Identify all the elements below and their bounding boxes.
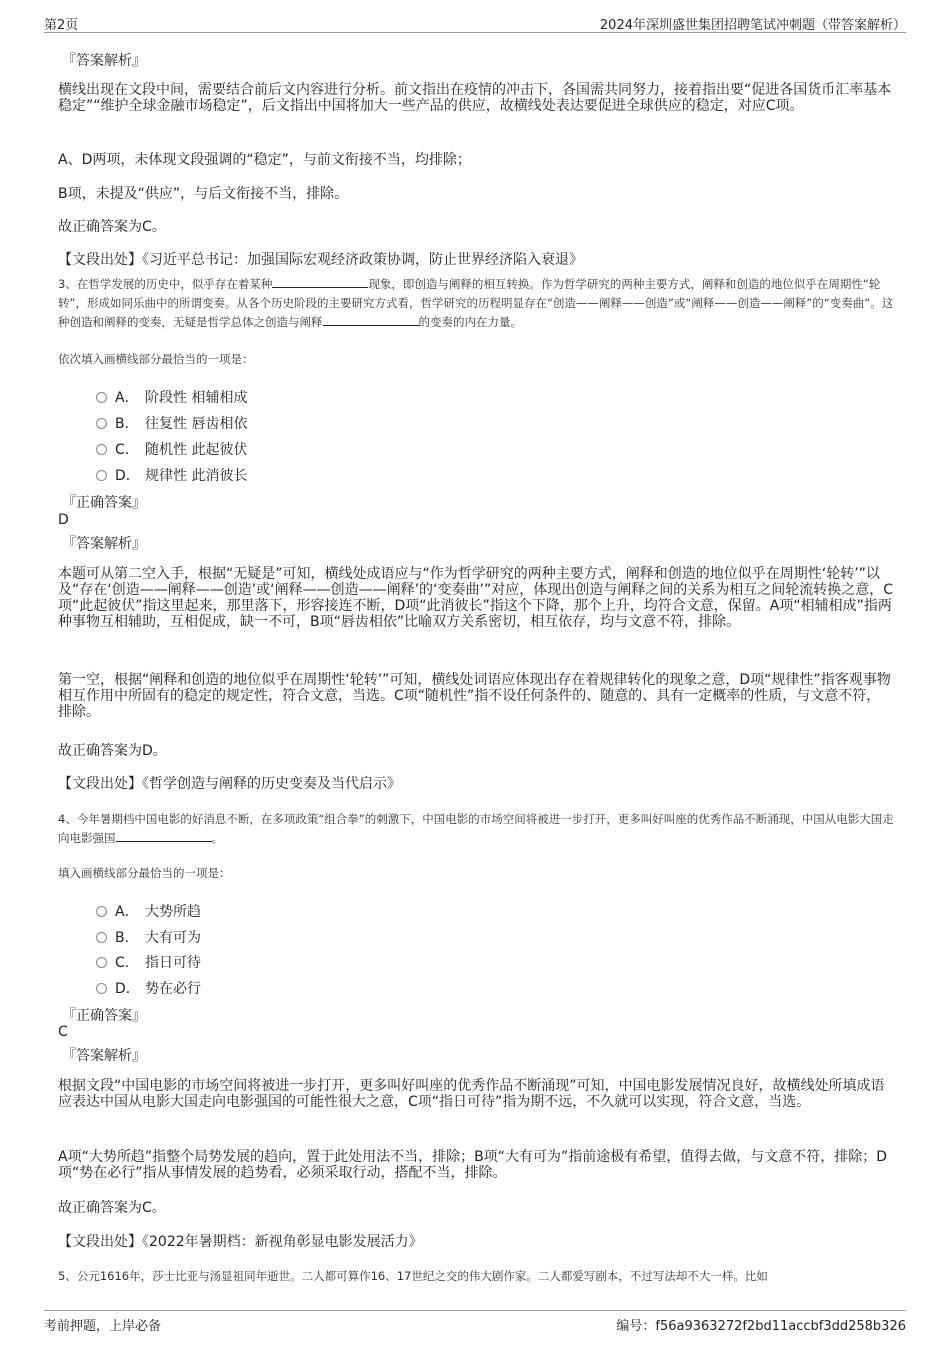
q3-analysis-p2: 第一空，根据“阐释和创造的地位似乎在周期性‘轮转’”可知，横线处词语应体现出存在着规律转化的现象之意，D项“规律性”指客观事物相互作用中所固有的稳定的规定性，符合文意，当选。C项“随机性”指不设任何条件的、随意的、具有一定概率的性质，与文意不符，排除。 (58, 672, 891, 720)
q4-option-a[interactable]: A． 大势所趋 (96, 901, 201, 919)
q3-prompt: 依次填入画横线部分最恰当的一项是： (58, 352, 254, 366)
q3-stem-part-a: 3、在哲学发展的历史中，似乎存在着某种 (58, 277, 273, 291)
q4-stem-part-a: 4、今年暑期档中国电影的好消息不断，在多项政策“组合拳”的刺激下，中国电影的市场空间将被进一步打开，更多叫好叫座的优秀作品不断涌现，中国从电影大国走向电影强国 (58, 812, 894, 845)
q3-stem-part-b: 现象，即创造与阐释的相互转换。作为哲学研究的两种主要方式，阐释和创造的地位似乎在周期性“轮转”，形成如同乐曲中的所谓变奏。从各个历史阶段的主要研究方式看，哲学研究的历程明显存在“创造——阐释——创造”或“阐释——创造——阐释”的“变奏曲”。这种创造和阐释的变奏，无疑是哲学总体之创造与阐释 (58, 277, 894, 329)
page-header (44, 12, 906, 33)
q2-analysis-p3: B项，未提及“供应”，与后文衔接不当，排除。 (58, 186, 349, 202)
q4-answer: C (58, 1024, 68, 1040)
q2-analysis-label: 『答案解析』 (62, 53, 146, 69)
q2-source: 【文段出处】《习近平总书记：加强国际宏观经济政策协调，防止世界经济陷入衰退》 (58, 252, 583, 268)
q3-analysis-p1: 本题可从第二空入手，根据“无疑是”可知，横线处成语应与“作为哲学研究的两种主要方式，阐释和创造的地位似乎在周期性‘轮转’”以及“存在‘创造——阐释——创造’或‘阐释——创造——阐释’的‘变奏曲’”对应，体现出创造与阐释之间的关系为相互之间轮流转换之意，C项“此起彼伏”指这里起来，那里落下，形容接连不断，D项“此消彼长”指这个下降，那个上升，均符合文意，保留。A项“相辅相成”指两种事物互相辅助，互相促成，缺一不可，B项“唇齿相依”比喻双方关系密切，相互依存，均与文意不符，排除。 (58, 566, 893, 630)
q4-option-c[interactable]: C． 指日可待 (96, 952, 201, 970)
q4-stem (58, 810, 898, 848)
q3-blank-2 (323, 315, 419, 326)
q3-analysis-p3: 故正确答案为D。 (58, 743, 167, 759)
q4-prompt: 填入画横线部分最恰当的一项是： (58, 866, 231, 880)
document-title: 2024年深圳盛世集团招聘笔试冲刺题（带答案解析） (599, 18, 906, 33)
radio-icon[interactable] (96, 983, 107, 994)
q3-stem-part-c: 的变奏的内在力量。 (418, 315, 522, 329)
q3-option-a[interactable]: A． 阶段性 相辅相成 (96, 387, 247, 405)
q4-analysis-p1: 根据文段“中国电影的市场空间将被进一步打开，更多叫好叫座的优秀作品不断涌现”可知，中国电影发展情况良好，故横线处所填成语应表达中国从电影大国走向电影强国的可能性很大之意，C项“指日可待”指为期不远，不久就可以实现，符合文意，当选。 (58, 1078, 885, 1110)
q4-source: 【文段出处】《2022年暑期档：新视角彰显电影发展活力》 (58, 1234, 423, 1250)
q2-analysis-p1: 横线出现在文段中间，需要结合前后文内容进行分析。前文指出在疫情的冲击下，各国需共同努力，接着指出要“促进各国货币汇率基本稳定”“维护全球金融市场稳定”，后文指出中国将加大一些产品的供应，故横线处表达要促进全球供应的稳定，对应C项。 (58, 82, 892, 114)
q3-blank-1 (272, 277, 368, 288)
q2-analysis-p4: 故正确答案为C。 (58, 219, 166, 235)
q4-analysis-label: 『答案解析』 (62, 1048, 146, 1064)
q4-option-b[interactable]: B． 大有可为 (96, 927, 201, 945)
q4-stem-part-b: 。 (211, 831, 223, 845)
radio-icon[interactable] (96, 418, 107, 429)
page-number: 第2页 (44, 18, 79, 33)
radio-icon[interactable] (96, 470, 107, 481)
radio-icon[interactable] (96, 906, 107, 917)
q4-answer-label: 『正确答案』 (62, 1008, 146, 1024)
radio-icon[interactable] (96, 932, 107, 943)
q3-answer-label: 『正确答案』 (62, 495, 146, 511)
q3-answer: D (58, 512, 69, 528)
q4-analysis-p2: A项“大势所趋”指整个局势发展的趋向，置于此处用法不当，排除；B项“大有可为”指前途极有希望，值得去做，与文意不符，排除；D项“势在必行”指从事情发展的趋势看，必须采取行动，搭配不当，排除。 (58, 1149, 887, 1181)
footer-slogan: 考前押题，上岸必备 (44, 1319, 162, 1334)
q3-option-c[interactable]: C． 随机性 此起彼伏 (96, 439, 247, 457)
document-id: 编号：f56a9363272f2bd11accbf3dd258b326 (616, 1319, 906, 1334)
radio-icon[interactable] (96, 392, 107, 403)
q5-stem: 5、公元1616年，莎士比亚与汤显祖同年逝世。二人都可算作16、17世纪之交的伟大剧作家。二人都爱写剧本，不过写法却不大一样。比如 (58, 1269, 768, 1283)
q3-stem (58, 275, 898, 332)
radio-icon[interactable] (96, 957, 107, 968)
q4-option-d[interactable]: D． 势在必行 (96, 978, 201, 996)
q2-analysis-p2: A、D两项，未体现文段强调的“稳定”，与前文衔接不当，均排除； (58, 152, 471, 168)
q3-option-b[interactable]: B． 往复性 唇齿相依 (96, 413, 247, 431)
q3-source: 【文段出处】《哲学创造与阐释的历史变奏及当代启示》 (58, 776, 401, 792)
radio-icon[interactable] (96, 444, 107, 455)
q3-option-d[interactable]: D． 规律性 此消彼长 (96, 465, 247, 483)
q4-analysis-p3: 故正确答案为C。 (58, 1200, 166, 1216)
page-footer (44, 1310, 906, 1333)
q3-analysis-label: 『答案解析』 (62, 536, 146, 552)
q4-blank (116, 831, 212, 842)
